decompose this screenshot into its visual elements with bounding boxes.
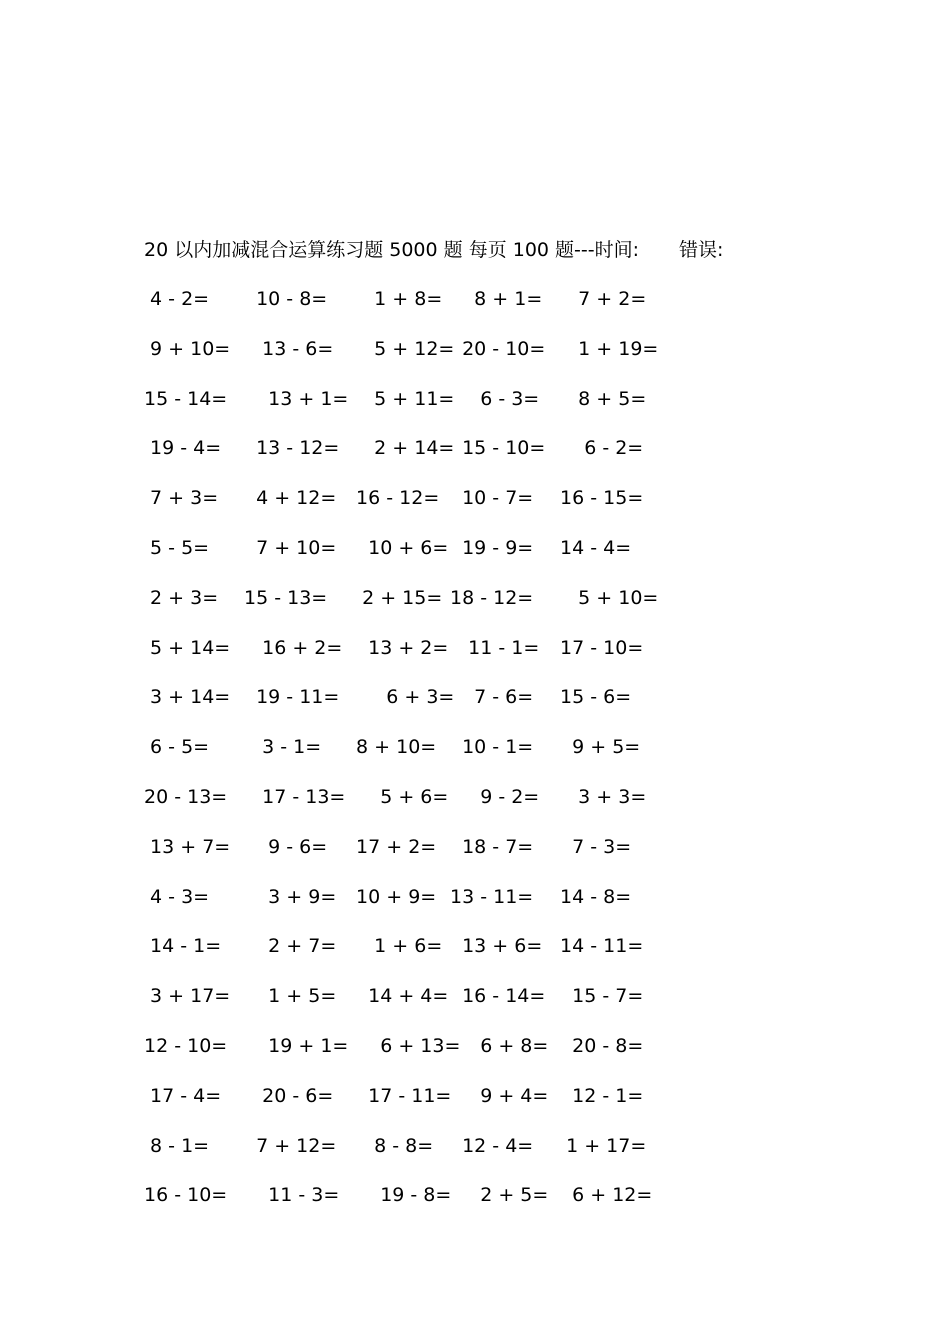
problem-row: [144, 684, 664, 734]
math-problem: 4 - 2=: [144, 288, 210, 310]
math-problem: 6 + 12=: [554, 1184, 653, 1207]
math-problem: 9 + 5=: [554, 736, 641, 759]
problem-row: [144, 1133, 664, 1183]
math-problem: 14 - 11=: [554, 935, 644, 958]
problem-row: [144, 784, 664, 834]
math-problem: 10 + 6=: [350, 536, 449, 559]
math-problem: 8 + 10=: [350, 736, 437, 759]
math-problem: 15 - 13=: [244, 586, 328, 609]
math-problem: 8 + 1=: [450, 288, 543, 310]
math-problem: 5 - 5=: [144, 536, 210, 559]
problem-row: [144, 336, 664, 386]
math-problem: 15 - 7=: [554, 985, 644, 1008]
math-problem: 11 - 1=: [450, 636, 540, 659]
problem-row: [144, 386, 664, 436]
math-problem: 18 - 7=: [450, 835, 534, 858]
math-problem: 7 - 6=: [450, 686, 534, 709]
math-problem: 15 - 14=: [144, 387, 228, 410]
worksheet-title: 20 以内加减混合运算练习题 5000 题 每页 100 题---时间:: [144, 239, 640, 261]
math-problem: 3 - 1=: [244, 736, 322, 759]
problem-row: [144, 884, 664, 934]
math-problem: 17 - 13=: [244, 785, 346, 808]
problem-row: [144, 1083, 664, 1133]
math-problem: 11 - 3=: [244, 1184, 340, 1207]
math-problem: 7 - 3=: [554, 835, 632, 858]
math-problem: 10 - 8=: [244, 288, 328, 310]
math-problem: 9 + 10=: [144, 337, 231, 360]
math-problem: 2 + 7=: [244, 935, 337, 958]
math-problem: 13 - 11=: [450, 885, 534, 908]
math-problem: 1 + 17=: [554, 1134, 647, 1157]
math-problem: 1 + 8=: [350, 288, 443, 310]
math-problem: 13 + 1=: [244, 387, 349, 410]
math-problem: 3 + 3=: [554, 785, 647, 808]
math-problem: 13 + 2=: [350, 636, 449, 659]
math-problem: 14 + 4=: [350, 985, 449, 1008]
math-problem: 3 + 9=: [244, 885, 337, 908]
math-problem: 5 + 6=: [350, 785, 449, 808]
problem-row: [144, 1182, 664, 1232]
math-problem: 6 + 3=: [350, 686, 455, 709]
math-problem: 3 + 17=: [144, 985, 231, 1008]
problem-row: [144, 1033, 664, 1083]
errors-label: 错误:: [679, 239, 724, 261]
math-problem: 5 + 11=: [350, 387, 455, 410]
math-problem: 2 + 3=: [144, 586, 219, 609]
math-problem: 20 - 6=: [244, 1084, 334, 1107]
problem-row: [144, 585, 664, 635]
math-problem: 6 - 2=: [554, 437, 644, 460]
math-problem: 5 + 12=: [350, 337, 455, 360]
math-problem: 13 + 6=: [450, 935, 543, 958]
math-problem: 15 - 10=: [450, 437, 546, 460]
math-problem: 16 - 12=: [350, 487, 440, 510]
math-problem: 8 + 5=: [554, 387, 647, 410]
problem-row: [144, 535, 664, 585]
math-problem: 14 - 1=: [144, 935, 222, 958]
math-problem: 16 + 2=: [244, 636, 343, 659]
problem-row: [144, 635, 664, 685]
math-problem: 6 + 13=: [350, 1034, 461, 1057]
math-problem: 9 + 4=: [450, 1084, 549, 1107]
math-problem: 1 + 6=: [350, 935, 443, 958]
math-problem: 19 - 4=: [144, 437, 222, 460]
math-problem: 8 - 8=: [350, 1134, 434, 1157]
math-problem: 6 + 8=: [450, 1034, 549, 1057]
math-problem: 6 - 5=: [144, 736, 210, 759]
math-problem: 5 + 14=: [144, 636, 231, 659]
problem-row: [144, 933, 664, 983]
math-problem: 15 - 6=: [554, 686, 632, 709]
math-problem: 19 - 9=: [450, 536, 534, 559]
math-problem: 17 + 2=: [350, 835, 437, 858]
math-problem: 7 + 12=: [244, 1134, 337, 1157]
math-problem: 10 - 1=: [450, 736, 534, 759]
math-problem: 2 + 14=: [350, 437, 455, 460]
math-problem: 9 - 6=: [244, 835, 328, 858]
math-problem: 16 - 14=: [450, 985, 546, 1008]
math-problem: 2 + 15=: [350, 586, 443, 609]
math-problem: 4 + 12=: [244, 487, 337, 510]
math-problem: 14 - 4=: [554, 536, 632, 559]
problem-row: [144, 734, 664, 784]
math-problem: 16 - 10=: [144, 1184, 228, 1207]
problem-row: [144, 435, 664, 485]
math-problem: 7 + 10=: [244, 536, 337, 559]
math-problem: 17 - 4=: [144, 1084, 222, 1107]
math-problem: 19 + 1=: [244, 1034, 349, 1057]
math-problem: 5 + 10=: [554, 586, 659, 609]
math-problem: 13 + 7=: [144, 835, 231, 858]
problem-row: [144, 485, 664, 535]
worksheet-header: [144, 236, 723, 264]
math-problem: 14 - 8=: [554, 885, 632, 908]
math-problem: 17 - 10=: [554, 636, 644, 659]
math-problem: 1 + 5=: [244, 985, 337, 1008]
math-problem: 12 - 10=: [144, 1034, 228, 1057]
math-problem: 19 - 8=: [350, 1184, 452, 1207]
math-problem: 8 - 1=: [144, 1134, 210, 1157]
math-problem: 20 - 13=: [144, 785, 228, 808]
math-problem: 13 - 12=: [244, 437, 340, 460]
problem-row: [144, 834, 664, 884]
math-problem: 17 - 11=: [350, 1084, 452, 1107]
math-problem: 10 - 7=: [450, 487, 534, 510]
math-problem: 16 - 15=: [554, 487, 644, 510]
math-problem: 12 - 4=: [450, 1134, 534, 1157]
math-problem: 9 - 2=: [450, 785, 540, 808]
math-problem: 12 - 1=: [554, 1084, 644, 1107]
math-problem: 7 + 3=: [144, 487, 219, 510]
math-problem: 2 + 5=: [450, 1184, 549, 1207]
math-problem: 10 + 9=: [350, 885, 437, 908]
math-problem: 13 - 6=: [244, 337, 334, 360]
math-problem: 20 - 10=: [450, 337, 546, 360]
problem-row: [144, 983, 664, 1033]
math-problem: 19 - 11=: [244, 686, 340, 709]
math-problem: 20 - 8=: [554, 1034, 644, 1057]
math-problem: 18 - 12=: [450, 586, 534, 609]
math-problem: 3 + 14=: [144, 686, 231, 709]
math-problem: 7 + 2=: [554, 288, 647, 310]
math-problem: 4 - 3=: [144, 885, 210, 908]
math-problem: 1 + 19=: [554, 337, 659, 360]
problem-row: [144, 286, 664, 336]
problem-grid: [144, 286, 664, 1232]
math-problem: 6 - 3=: [450, 387, 540, 410]
